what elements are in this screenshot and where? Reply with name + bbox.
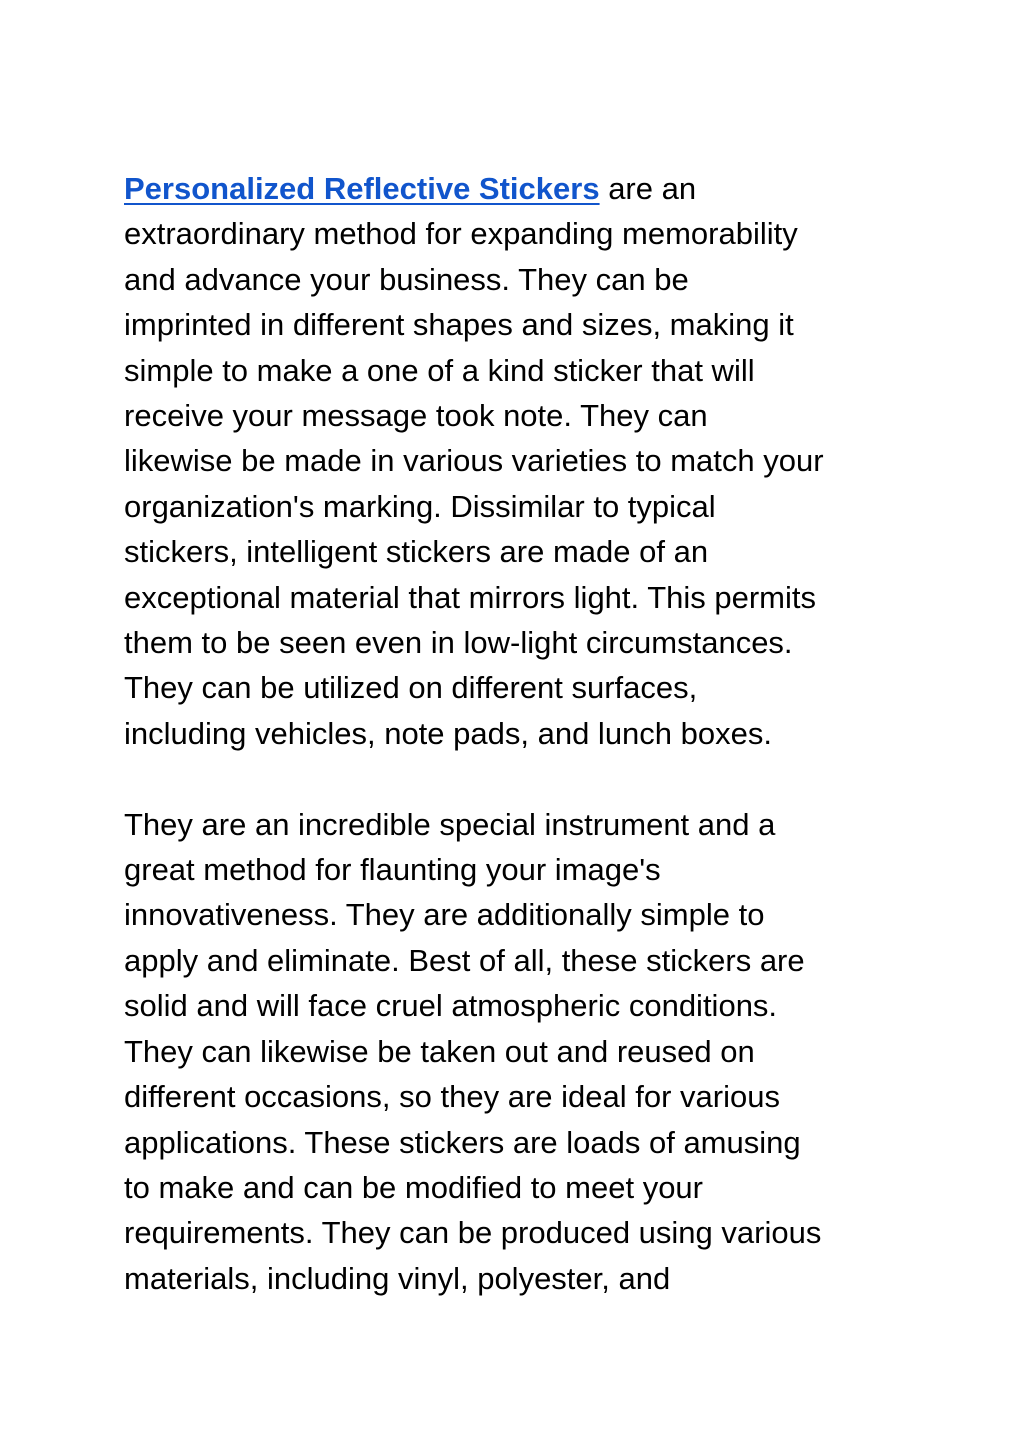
text-line: They can likewise be taken out and reused on (124, 1033, 755, 1069)
paragraph-2 (124, 802, 914, 1301)
text-line: requirements. They can be produced using various (124, 1215, 822, 1251)
text-line: stickers, intelligent stickers are made of an (124, 534, 709, 570)
document-body (124, 166, 914, 1301)
text-line: innovativeness. They are additionally simple to (124, 897, 765, 933)
text-line: organization's marking. Dissimilar to typical (124, 488, 716, 524)
text-line: apply and eliminate. Best of all, these stickers are (124, 942, 805, 978)
text-line: them to be seen even in low-light circumstances. (124, 625, 793, 661)
text-line: including vehicles, note pads, and lunch boxes. (124, 715, 772, 751)
reflective-stickers-link[interactable]: Personalized Reflective Stickers (124, 171, 600, 206)
text-line: great method for flaunting your image's (124, 852, 661, 888)
text-line: receive your message took note. They can (124, 398, 708, 434)
text-line: to make and can be modified to meet your (124, 1169, 703, 1205)
text-line: different occasions, so they are ideal for various (124, 1079, 780, 1115)
text-fragment: are an (599, 171, 697, 206)
text-line: extraordinary method for expanding memorability (124, 216, 798, 252)
text-line: and advance your business. They can be (124, 261, 689, 297)
paragraph-1 (124, 166, 914, 756)
text-line (124, 166, 914, 211)
text-line: They can be utilized on different surfaces, (124, 670, 698, 706)
text-line: They are an incredible special instrument and a (124, 806, 776, 842)
text-line: simple to make a one of a kind sticker that will (124, 352, 755, 388)
text-line: exceptional material that mirrors light. This permits (124, 579, 817, 615)
text-line: likewise be made in various varieties to match your (124, 443, 824, 479)
text-line: imprinted in different shapes and sizes, making it (124, 307, 794, 343)
text-line: solid and will face cruel atmospheric conditions. (124, 988, 778, 1024)
text-line: applications. These stickers are loads of amusing (124, 1124, 801, 1160)
text-line: materials, including vinyl, polyester, and (124, 1260, 671, 1296)
